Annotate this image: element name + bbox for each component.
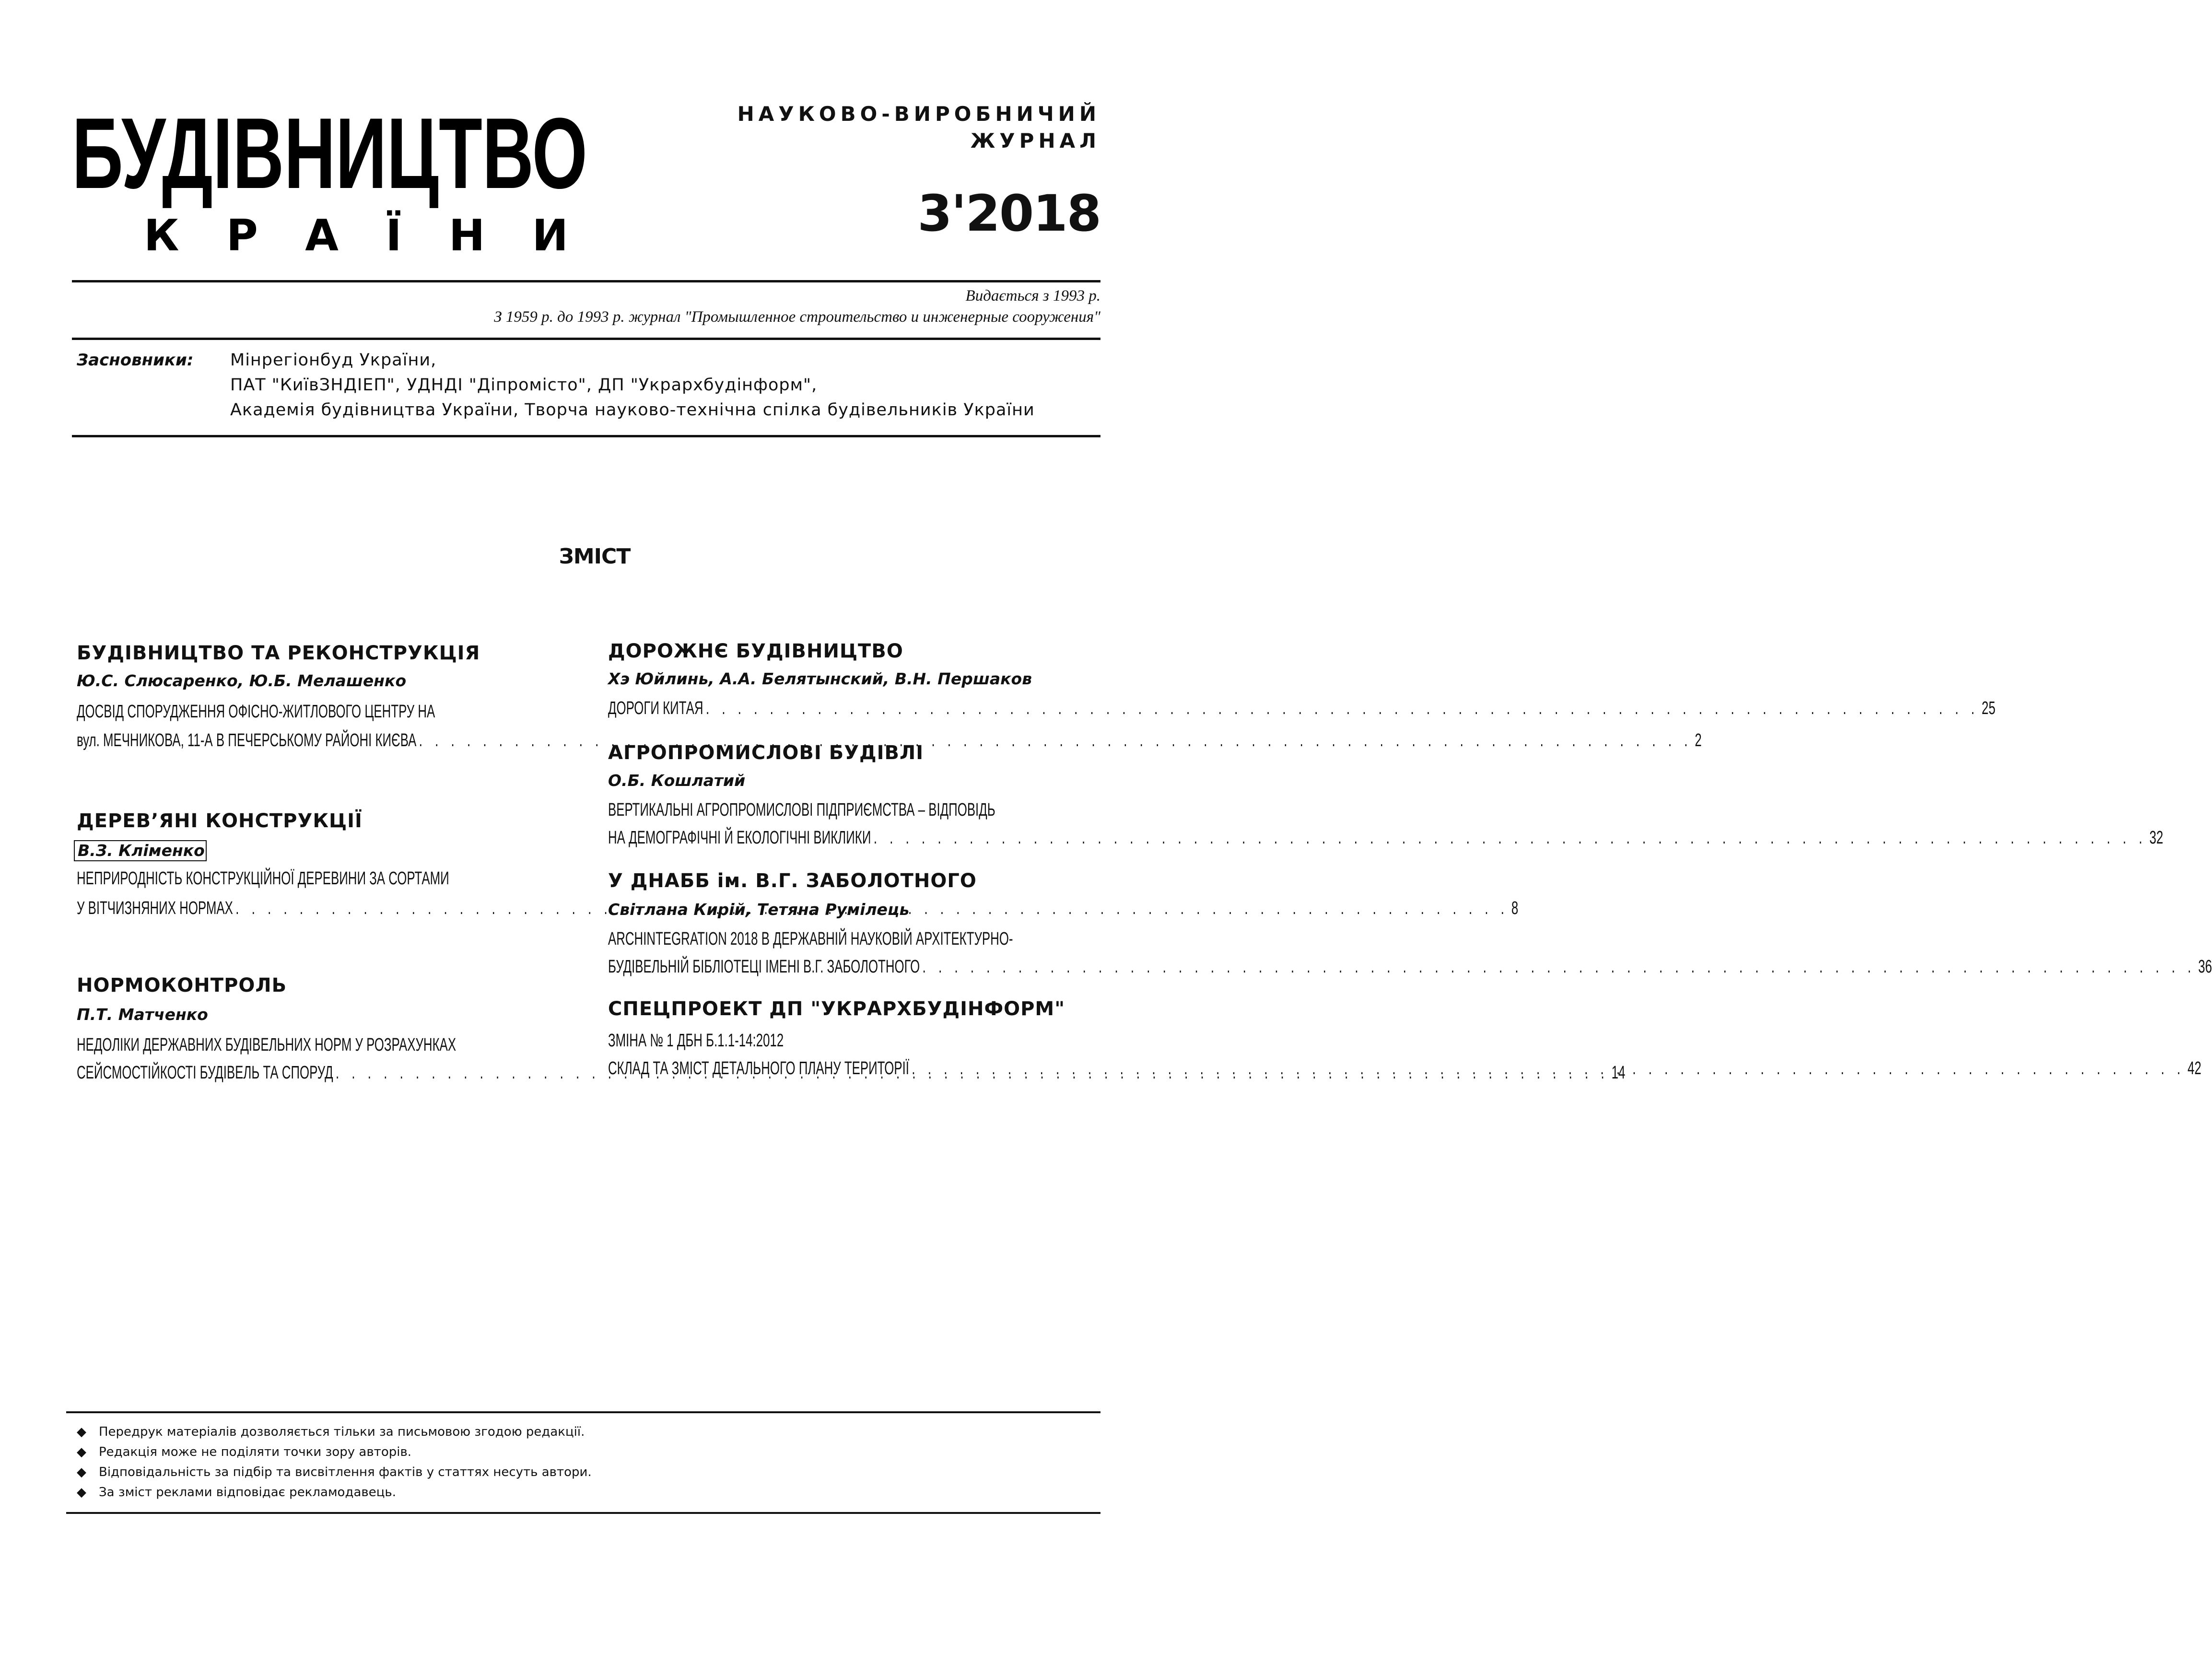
bullet-icon: ◆ (77, 1425, 86, 1439)
article-title-line[interactable] (608, 928, 1095, 949)
title-text: СКЛАД ТА ЗМІСТ ДЕТАЛЬНОГО ПЛАНУ ТЕРИТОРІЇ (608, 1058, 909, 1078)
founder-line: ПАТ "КиївЗНДІЕП", УДНДІ "Діпромісто", ДП "Укрархбудінформ", (230, 375, 818, 395)
article-title-line[interactable] (77, 1034, 564, 1055)
toc-entry[interactable] (77, 730, 1702, 751)
title-text: ARCHINTEGRATION 2018 В ДЕРЖАВНІЙ НАУКОВІЙ АРХІТЕКТУРНО- (608, 929, 1013, 949)
dot-leader (912, 1058, 2185, 1079)
issue-number: 3'2018 (917, 184, 1100, 243)
bullet-icon: ◆ (77, 1445, 86, 1459)
article-authors: Хэ Юйлинь, А.А. Белятынский, В.Н. Першаков (608, 669, 1032, 688)
dot-leader (874, 827, 2147, 848)
divider (66, 1411, 1100, 1413)
subtitle-line-2: ЖУРНАЛ (970, 129, 1100, 152)
footer-note (77, 1424, 585, 1440)
article-title-line[interactable] (77, 868, 564, 889)
title-text: ДОРОГИ КИТАЯ (608, 698, 703, 718)
journal-logo (72, 96, 590, 261)
article-authors: П.Т. Матченко (77, 1005, 208, 1024)
founder-line: Мінрегіонбуд України, (230, 351, 437, 370)
page-number: 36 (2198, 957, 2212, 977)
toc-entry[interactable] (608, 827, 2164, 848)
divider (72, 338, 1100, 340)
title-text: ДОСВІД СПОРУДЖЕННЯ ОФІСНО-ЖИТЛОВОГО ЦЕНТРУ НА (77, 702, 435, 722)
footer-note (77, 1465, 592, 1480)
page-number: 25 (1981, 698, 1996, 718)
note-text: Редакція може не поділяти точки зору авторів. (99, 1445, 412, 1459)
page-number: 32 (2149, 828, 2164, 848)
title-text: БУДІВЕЛЬНІЙ БІБЛІОТЕЦІ ІМЕНІ В.Г. ЗАБОЛОТНОГО (608, 957, 920, 977)
section-heading: СПЕЦПРОЕКТ ДП "УКРАРХБУДІНФОРМ" (608, 998, 1065, 1020)
title-text: НЕДОЛІКИ ДЕРЖАВНИХ БУДІВЕЛЬНИХ НОРМ У РОЗРАХУНКАХ (77, 1035, 456, 1055)
page-number: 14 (1611, 1063, 1626, 1083)
bullet-icon: ◆ (77, 1485, 86, 1500)
title-text: вул. МЕЧНИКОВА, 11-А В ПЕЧЕРСЬКОМУ РАЙОНІ КИЄВА (77, 730, 417, 750)
founder-line: Академія будівництва України, Творча науково-технічна спілка будівельників України (230, 400, 1035, 420)
section-heading: У ДНАББ ім. В.Г. ЗАБОЛОТНОГО (608, 870, 977, 892)
article-title-line[interactable] (77, 701, 564, 722)
founders-label: Засновники: (77, 351, 194, 370)
dot-leader (923, 956, 2196, 977)
published-since: Видається з 1993 р. (965, 287, 1100, 305)
note-text: Передрук матеріалів дозволяється тільки за письмовою згодою редакції. (99, 1425, 585, 1439)
subtitle-line-1: НАУКОВО-ВИРОБНИЧИЙ (737, 102, 1100, 126)
article-title-line[interactable] (608, 799, 1095, 820)
divider (72, 435, 1100, 437)
title-text: СЕЙСМОСТІЙКОСТІ БУДІВЕЛЬ ТА СПОРУД (77, 1063, 333, 1083)
title-text: НЕПРИРОДНІСТЬ КОНСТРУКЦІЙНОЇ ДЕРЕВИНИ ЗА СОРТАМИ (77, 868, 449, 889)
title-text: ВЕРТИКАЛЬНІ АГРОПРОМИСЛОВІ ПІДПРИЄМСТВА – ВІДПОВІДЬ (608, 800, 995, 820)
article-authors: О.Б. Кошлатий (608, 771, 746, 790)
title-text: У ВІТЧИЗНЯНИХ НОРМАХ (77, 898, 233, 918)
dot-leader (706, 698, 1979, 719)
logo-line-2: КРАЇНИ (144, 211, 587, 261)
logo-line-1: БУДІВНИЦТВО (72, 97, 587, 210)
section-heading: ДОРОЖНЄ БУДІВНИЦТВО (608, 640, 903, 662)
page-number: 2 (1695, 730, 1702, 750)
article-authors: В.З. Кліменко (74, 840, 207, 861)
toc-title: ЗМІСТ (559, 544, 631, 569)
divider (66, 1512, 1100, 1514)
section-heading: АГРОПРОМИСЛОВІ БУДІВЛІ (608, 742, 924, 764)
footer-note (77, 1444, 411, 1460)
title-text: ЗМІНА № 1 ДБН Б.1.1-14:2012 (608, 1031, 784, 1051)
toc-entry[interactable] (608, 956, 2212, 977)
divider (72, 280, 1100, 282)
note-text: За зміст реклами відповідає рекламодавець. (99, 1485, 396, 1500)
page-number: 42 (2188, 1058, 2201, 1078)
footer-note (77, 1485, 396, 1500)
title-text: НА ДЕМОГРАФІЧНІ Й ЕКОЛОГІЧНІ ВИКЛИКИ (608, 828, 871, 848)
article-title-line[interactable] (608, 1030, 1095, 1051)
bullet-icon: ◆ (77, 1465, 86, 1479)
section-heading: ДЕРЕВ’ЯНІ КОНСТРУКЦІЇ (77, 810, 363, 832)
journal-history: З 1959 р. до 1993 р. журнал "Промышленное строительство и инженерные сооружения" (494, 308, 1100, 326)
page-number: 8 (1511, 898, 1519, 918)
article-authors: Світлана Кирій, Тетяна Румілець (608, 900, 910, 919)
section-heading: БУДІВНИЦТВО ТА РЕКОНСТРУКЦІЯ (77, 642, 480, 664)
section-heading: НОРМОКОНТРОЛЬ (77, 974, 287, 996)
toc-entry[interactable] (608, 698, 1996, 719)
article-authors: Ю.С. Слюсаренко, Ю.Б. Мелашенко (77, 671, 407, 690)
journal-subtitle (737, 101, 1100, 154)
note-text: Відповідальність за підбір та висвітлення фактів у статтях несуть автори. (99, 1465, 592, 1479)
